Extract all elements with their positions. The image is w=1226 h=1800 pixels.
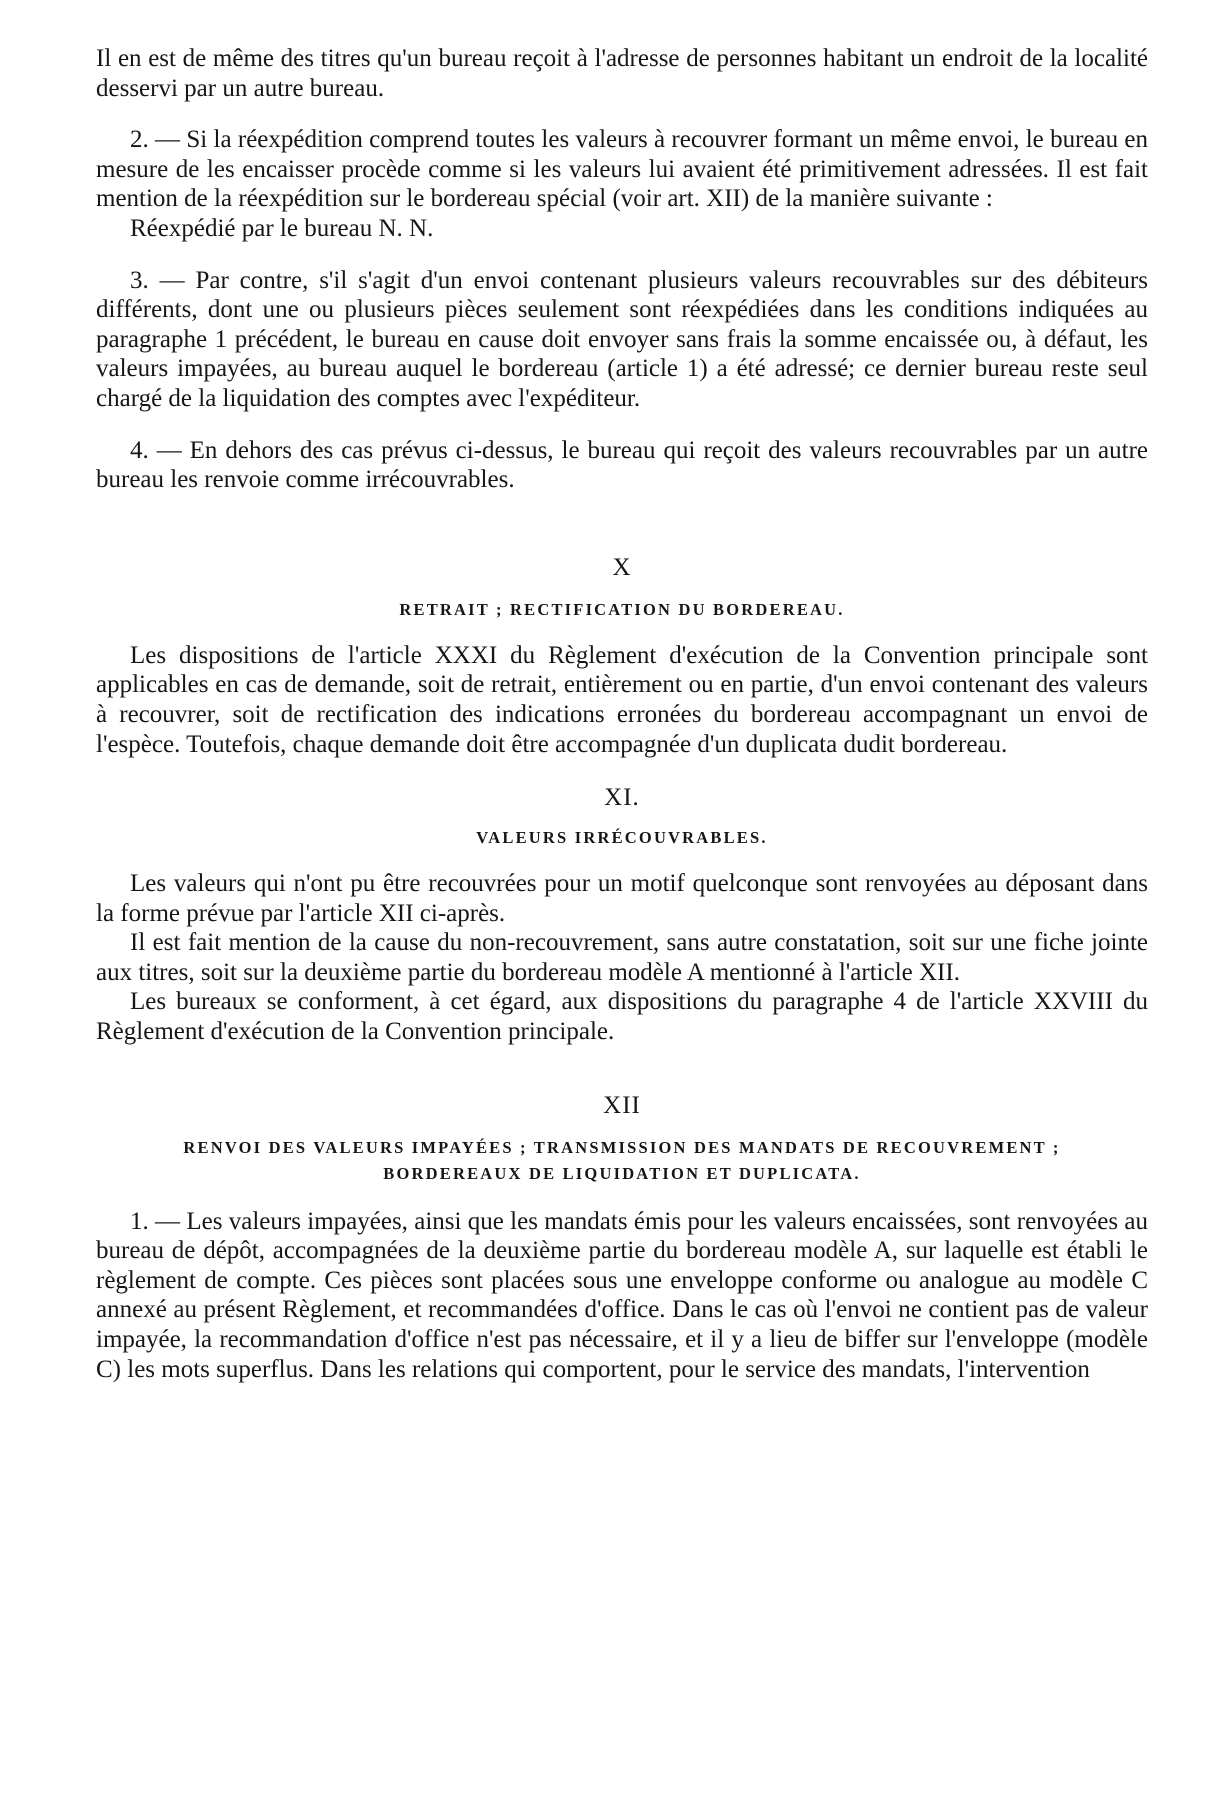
paragraph-3: 3. — Par contre, s'il s'agit d'un envoi contenant plusieurs valeurs recouvrables sur des débiteurs différents, dont une ou plusieurs pièces seulement sont réexpédiées dans les conditions indiquées au paragraphe 1 précédent, le bureau en cause doit envoyer sans frais la somme encaissée ou, à défaut, les valeurs impayées, au bureau auquel le bordereau (article 1) a été adressé; ce dernier bureau reste seul chargé de la liquidation des comptes avec l'expéditeur. bbox=[96, 266, 1148, 412]
section-xii bbox=[96, 1091, 1148, 1385]
section-x-numeral: X bbox=[612, 553, 632, 581]
paragraph-reexpedie: Réexpédié par le bureau N. N. bbox=[130, 214, 434, 242]
section-xi-paragraph-2: Il est fait mention de la cause du non-recouvrement, sans autre constatation, soit sur une fiche jointe aux titres, soit sur la deuxième partie du bordereau modèle A mentionné à l'article XII. bbox=[96, 929, 1148, 986]
section-xii-numeral: XII bbox=[603, 1091, 641, 1119]
section-xi-numeral: XI. bbox=[604, 784, 640, 812]
section-xii-title-line-2: BORDEREAUX DE LIQUIDATION ET DUPLICATA. bbox=[383, 1163, 861, 1183]
document-page bbox=[96, 44, 1148, 1384]
section-xi-paragraph-1: Les valeurs qui n'ont pu être recouvrées pour un motif quelconque sont renvoyées au déposant dans la forme prévue par l'article XII ci-après. bbox=[96, 870, 1148, 927]
section-xi bbox=[96, 783, 1148, 1047]
section-x-paragraph: Les dispositions de l'article XXXI du Règlement d'exécution de la Convention principale sont applicables en cas de demande, soit de retrait, entièrement ou en partie, d'un envoi contenant des valeurs à recouvrer, soit de rectification des indications erronées du bordereau accompagnant un envoi de l'espèce. Toutefois, chaque demande doit être accompagnée d'un duplicata dudit bordereau. bbox=[96, 641, 1148, 758]
section-xii-title-line-1: RENVOI DES VALEURS IMPAYÉES ; TRANSMISSION DES MANDATS DE RECOUVREMENT ; bbox=[183, 1137, 1061, 1157]
paragraph-4: 4. — En dehors des cas prévus ci-dessus, le bureau qui reçoit des valeurs recouvrables par un autre bureau les renvoie comme irrécouvrables. bbox=[96, 436, 1148, 494]
section-x bbox=[96, 553, 1148, 759]
section-xi-title: VALEURS IRRÉCOUVRABLES. bbox=[476, 828, 768, 848]
section-x-title: RETRAIT ; RECTIFICATION DU BORDEREAU. bbox=[399, 599, 845, 619]
section-xi-paragraph-3: Les bureaux se conforment, à cet égard, aux dispositions du paragraphe 4 de l'article XXVIII du Règlement d'exécution de la Convention principale. bbox=[96, 988, 1148, 1046]
paragraph-2: 2. — Si la réexpédition comprend toutes les valeurs à recouvrer formant un même envoi, le bureau en mesure de les encaisser procède comme si les valeurs lui avaient été primitivement adressées. Il est fait mention de la réexpédition sur le bordereau spécial (voir art. XII) de la manière suivante : bbox=[96, 126, 1148, 213]
section-xii-paragraph-1: 1. — Les valeurs impayées, ainsi que les mandats émis pour les valeurs encaissées, sont renvoyées au bureau de dépôt, accompagnées de la deuxième partie du bordereau modèle A, sur laquelle est établi le règlement de compte. Ces pièces sont placées sous une enveloppe conforme ou analogue au modèle C annexé au présent Règlement, et recommandées d'office. Dans le cas où l'envoi ne contient pas de valeur impayée, la recommandation d'office n'est pas nécessaire, et il y a lieu de biffer sur l'enveloppe (modèle C) les mots superflus. Dans les relations qui comportent, pour le service des mandats, l'intervention bbox=[96, 1207, 1148, 1383]
paragraph-continuation: Il en est de même des titres qu'un bureau reçoit à l'adresse de personnes habitant un endroit de la localité desservi par un autre bureau. bbox=[96, 45, 1148, 102]
